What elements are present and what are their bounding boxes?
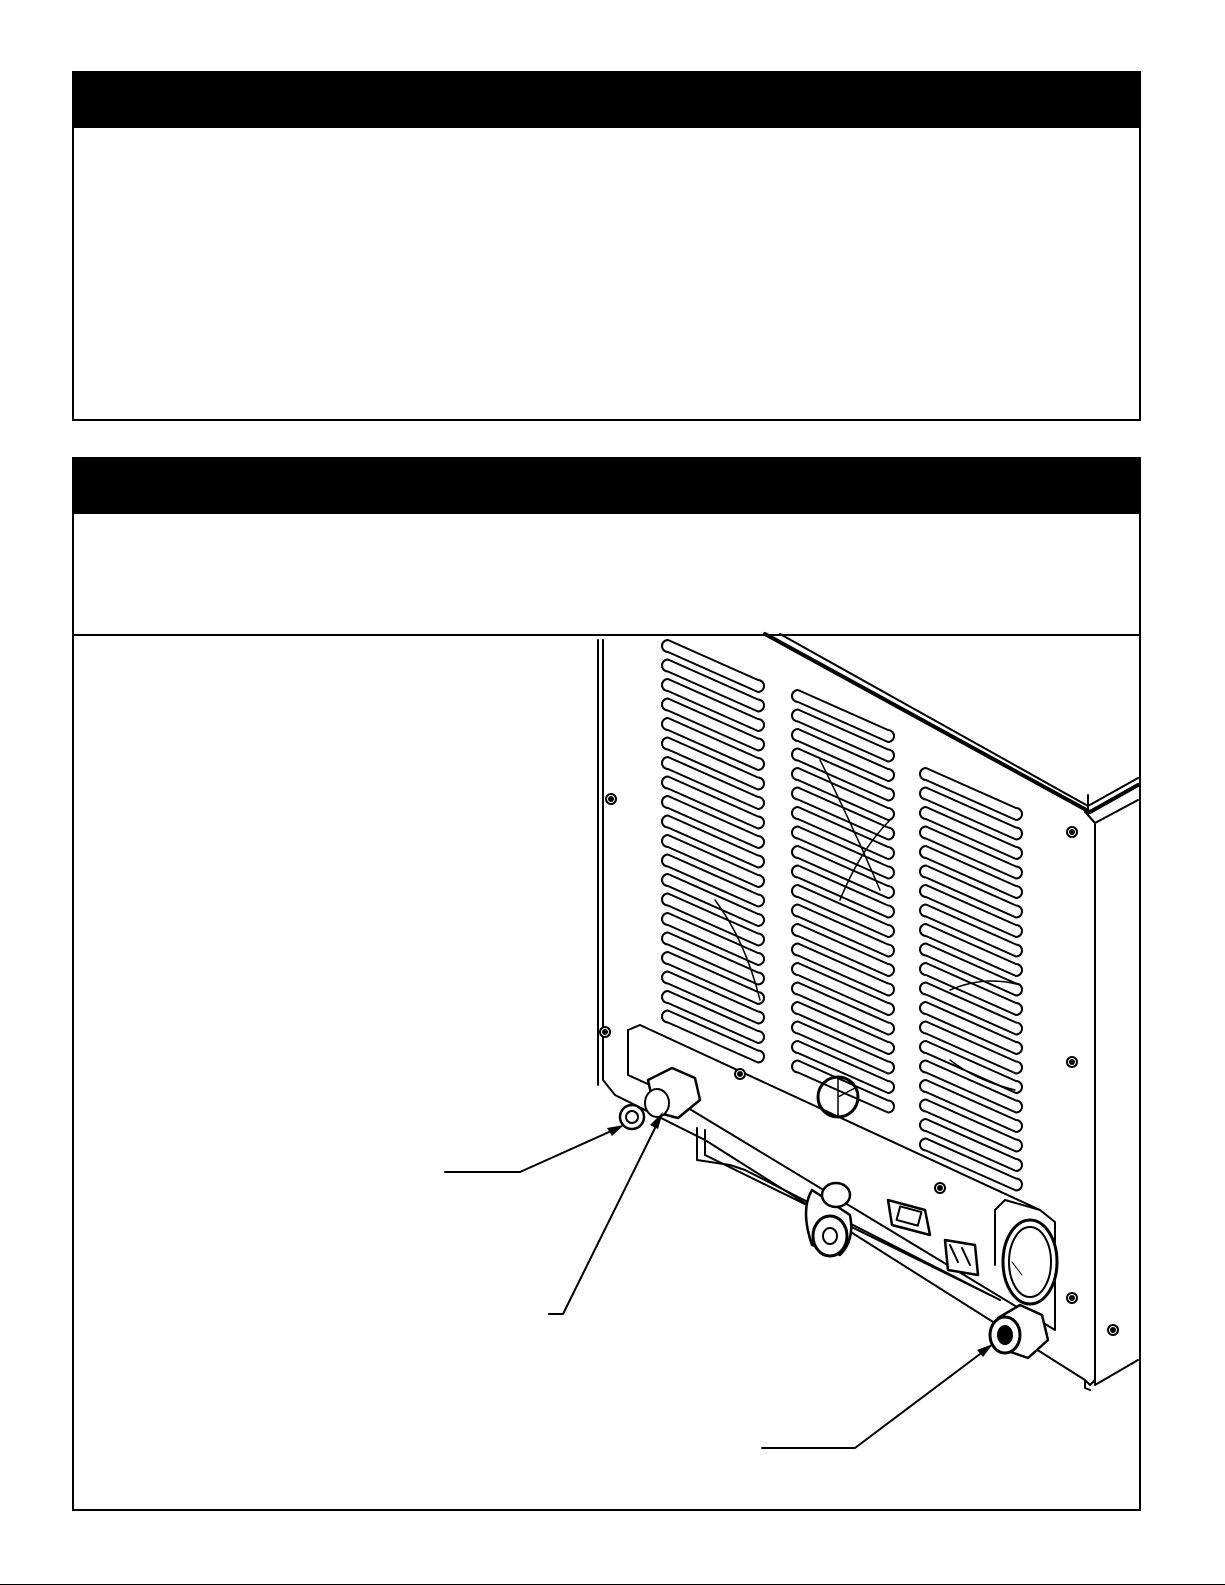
section-1-header — [74, 73, 1139, 128]
section-2-header — [74, 459, 1139, 514]
section-2-title — [74, 459, 1139, 487]
section-2-divider — [74, 634, 1139, 636]
section-1-title — [74, 73, 1139, 101]
section-2 — [72, 457, 1141, 1511]
section-1 — [72, 71, 1141, 421]
